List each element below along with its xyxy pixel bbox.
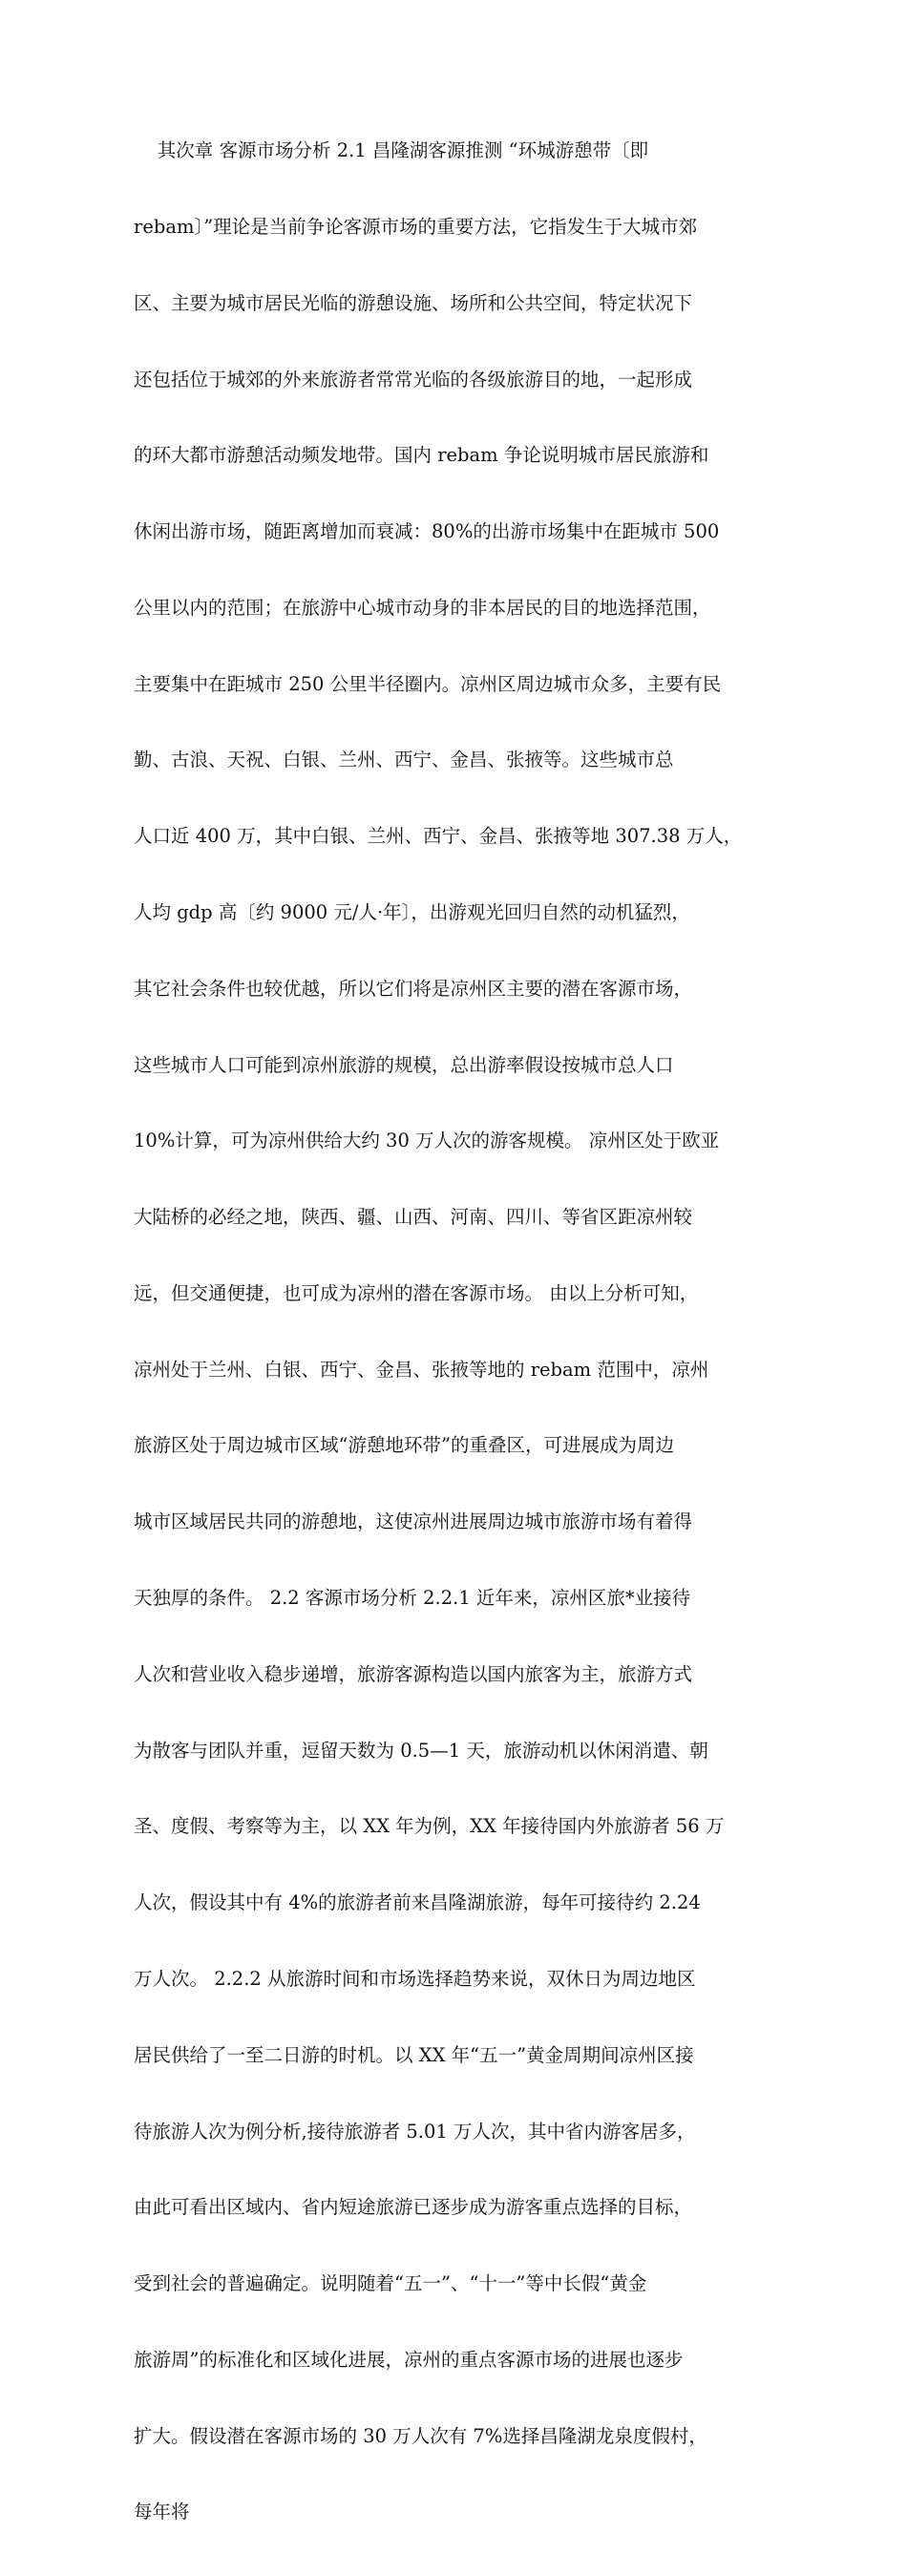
text-line: 居民供给了一至二日游的时机。以 XX 年“五一”黄金周期间凉州区接 bbox=[134, 2043, 694, 2066]
text-line: 城市区域居民共同的游憩地，这使凉州进展周边城市旅游市场有着得 bbox=[134, 1510, 693, 1533]
text-line: 由此可看出区域内、省内短途旅游已逐步成为游客重点选择的目标， bbox=[134, 2196, 693, 2219]
text-line: 区、主要为城市居民光临的游憩设施、场所和公共空间，特定状况下 bbox=[134, 291, 693, 314]
text-line: 勤、古浪、天祝、白银、兰州、西宁、金昌、张掖等。这些城市总 bbox=[134, 749, 674, 771]
text-line: 人次，假设其中有 4%的旅游者前来昌隆湖旅游，每年可接待约 2.24 bbox=[134, 1891, 701, 1914]
text-line: 人口近 400 万，其中白银、兰州、西宁、金昌、张掖等地 307.38 万人， bbox=[134, 825, 743, 848]
text-line: 其次章 客源市场分析 2.1 昌隆湖客源推测 “环城游憩带〔即 bbox=[134, 139, 649, 162]
text-line: 10%计算，可为凉州供给大约 30 万人次的游客规模。 凉州区处于欧亚 bbox=[134, 1130, 720, 1152]
text-line: 其它社会条件也较优越，所以它们将是凉州区主要的潜在客源市场， bbox=[134, 977, 693, 1000]
text-line: 这些城市人口可能到凉州旅游的规模，总出游率假设按城市总人口 bbox=[134, 1053, 674, 1076]
body-text bbox=[134, 88, 783, 2576]
text-line: 受到社会的普遍确定。说明随着“五一”、“十一”等中长假“黄金 bbox=[134, 2272, 647, 2295]
text-line: 旅游区处于周边城市区域“游憩地环带”的重叠区，可进展成为周边 bbox=[134, 1434, 674, 1457]
text-line: 远，但交通便捷，也可成为凉州的潜在客源市场。 由以上分析可知， bbox=[134, 1281, 699, 1304]
text-line: 人均 gdp 高〔约 9000 元/人·年〕，出游观光回归自然的动机猛烈， bbox=[134, 901, 690, 923]
text-line: 每年将 bbox=[134, 2501, 190, 2523]
text-line: 为散客与团队并重，逗留天数为 0.5—1 天，旅游动机以休闲消遣、朝 bbox=[134, 1739, 708, 1762]
text-line: 人次和营业收入稳步递增，旅游客源构造以国内旅客为主，旅游方式 bbox=[134, 1662, 693, 1685]
text-line: 大陆桥的必经之地，陕西、疆、山西、河南、四川、等省区距凉州较 bbox=[134, 1206, 693, 1229]
text-line: rebam〕”理论是当前争论客源市场的重要方法，它指发生于大城市郊 bbox=[134, 215, 698, 238]
text-line: 待旅游人次为例分析,接待旅游者 5.01 万人次，其中省内游客居多， bbox=[134, 2120, 696, 2143]
text-line: 圣、度假、考察等为主，以 XX 年为例，XX 年接待国内外旅游者 56 万 bbox=[134, 1815, 725, 1838]
text-line: 万人次。 2.2.2 从旅游时间和市场选择趋势来说，双休日为周边地区 bbox=[134, 1967, 696, 1990]
text-line: 还包括位于城郊的外来旅游者常常光临的各级旅游目的地，一起形成 bbox=[134, 368, 693, 391]
text-line: 的环大都市游憩活动频发地带。国内 rebam 争论说明城市居民旅游和 bbox=[134, 444, 709, 467]
text-line: 旅游周”的标准化和区域化进展，凉州的重点客源市场的进展也逐步 bbox=[134, 2348, 684, 2371]
text-line: 扩大。假设潜在客源市场的 30 万人次有 7%选择昌隆湖龙泉度假村， bbox=[134, 2424, 707, 2447]
text-line: 凉州处于兰州、白银、西宁、金昌、张掖等地的 rebam 范围中，凉州 bbox=[134, 1358, 709, 1381]
text-line: 休闲出游市场，随距离增加而衰减：80%的出游市场集中在距城市 500 bbox=[134, 520, 720, 543]
text-line: 主要集中在距城市 250 公里半径圈内。凉州区周边城市众多，主要有民 bbox=[134, 672, 722, 695]
text-line: 公里以内的范围；在旅游中心城市动身的非本居民的目的地选择范围， bbox=[134, 596, 711, 619]
text-line: 天独厚的条件。 2.2 客源市场分析 2.2.1 近年来，凉州区旅*业接待 bbox=[134, 1587, 691, 1610]
